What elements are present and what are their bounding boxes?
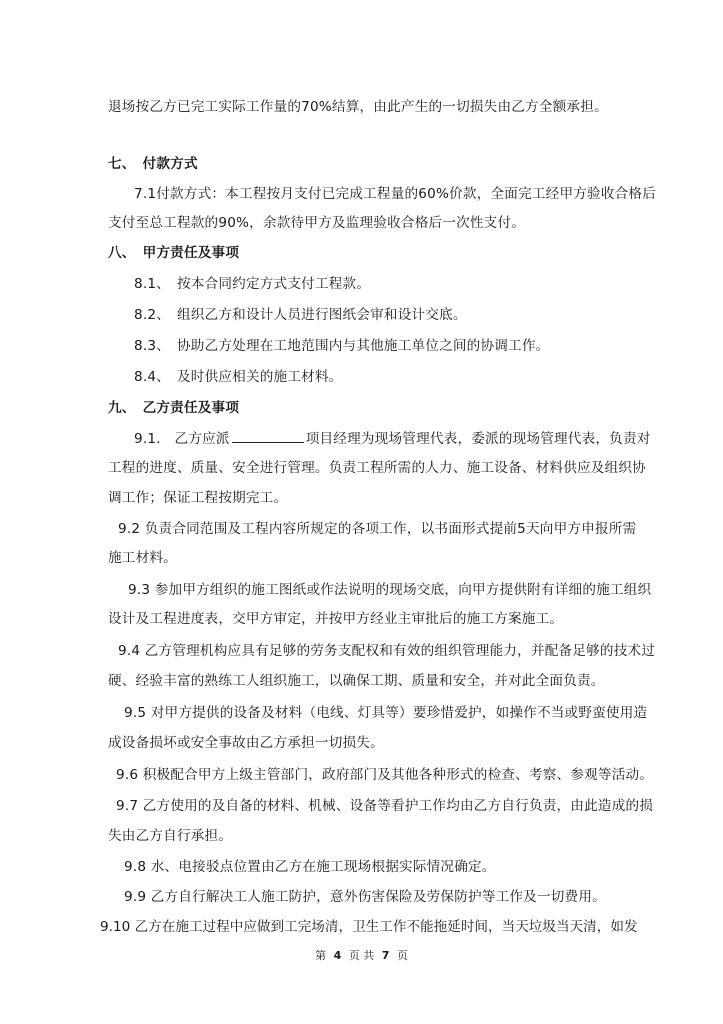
clause-9-3: 9.3 参加甲方组织的施工图纸或作法说明的现场交底，向甲方提供附有详细的施工组织 (128, 582, 652, 598)
clause-9-4: 9.4 乙方管理机构应具有足够的劳务支配权和有效的组织管理能力，并配备足够的技术过 (118, 643, 656, 659)
paragraph-line: 硬、经验丰富的熟练工人组织施工，以确保工期、质量和安全，并对此全面负责。 (108, 673, 605, 689)
paragraph-line: 7.1付款方式：本工程按月支付已完成工程量的60%价款，全面完工经甲方验收合格后 (134, 186, 657, 202)
clause-9-6: 9.6 积极配合甲方上级主管部门，政府部门及其他各种形式的检查、考察、参观等活动。 (116, 767, 654, 783)
paragraph-line: 施工材料。 (108, 550, 177, 566)
clause-9-8: 9.8 水、电接驳点位置由乙方在施工现场根据实际情况确定。 (124, 859, 496, 875)
paragraph-line: 设计及工程进度表，交甲方审定，并按甲方经业主审批后的施工方案施工。 (108, 611, 564, 627)
section-heading-payment: 七、 付款方式 (108, 156, 198, 172)
section-heading-party-a: 八、 甲方责任及事项 (108, 245, 240, 261)
clause-8-4: 8.4、 及时供应相关的施工材料。 (134, 369, 343, 385)
paragraph-line: 成设备损坏或安全事故由乙方承担一切损失。 (108, 735, 384, 751)
clause-9-9: 9.9 乙方自行解决工人施工防护，意外伤害保险及劳保防护等工作及一切费用。 (124, 889, 606, 905)
clause-9-7: 9.7 乙方使用的及自备的材料、机械、设备等看护工作均由乙方自行负责，由此造成的损 (116, 798, 654, 814)
fill-in-blank (232, 428, 304, 443)
paragraph-line: 调工作；保证工程按期完工。 (108, 490, 288, 506)
section-heading-party-b: 九、 乙方责任及事项 (108, 400, 240, 416)
footer-middle: 页 共 (348, 949, 375, 962)
clause-8-3: 8.3、 协助乙方处理在工地范围内与其他施工单位之间的协调工作。 (134, 338, 550, 354)
clause-9-1-start: 9.1. 乙方应派 (134, 431, 230, 447)
paragraph-line: 工程的进度、质量、安全进行管理。负责工程所需的人力、施工设备、材料供应及组织协 (108, 460, 646, 476)
clause-9-1-end: 项目经理为现场管理代表，委派的现场管理代表，负责对 (305, 431, 651, 447)
current-page-number: 4 (333, 949, 342, 962)
clause-8-2: 8.2、 组织乙方和设计人员进行图纸会审和设计交底。 (134, 307, 467, 323)
footer-suffix: 页 (396, 949, 408, 962)
paragraph-line: 支付至总工程款的90%，余款待甲方及监理验收合格后一次性支付。 (108, 215, 526, 231)
footer-prefix: 第 (315, 949, 327, 962)
total-page-number: 7 (381, 949, 390, 962)
paragraph-line: 失由乙方自行承担。 (108, 828, 233, 844)
clause-9-10: 9.10 乙方在施工过程中应做到工完场清，卫生工作不能拖延时间，当天垃圾当天清，如发 (100, 919, 638, 935)
page-footer (0, 948, 723, 964)
clause-9-5: 9.5 对甲方提供的设备及材料（电线、灯具等）要珍惜爱护，如操作不当或野蛮使用造 (124, 705, 648, 721)
paragraph-line: 退场按乙方已完工实际工作量的70%结算，由此产生的一切损失由乙方全额承担。 (108, 99, 608, 115)
clause-8-1: 8.1、 按本合同约定方式支付工程款。 (134, 276, 371, 292)
clause-9-2: 9.2 负责合同范围及工程内容所规定的各项工作，以书面形式提前5天向甲方申报所需 (118, 521, 637, 537)
clause-9-1 (134, 428, 651, 449)
